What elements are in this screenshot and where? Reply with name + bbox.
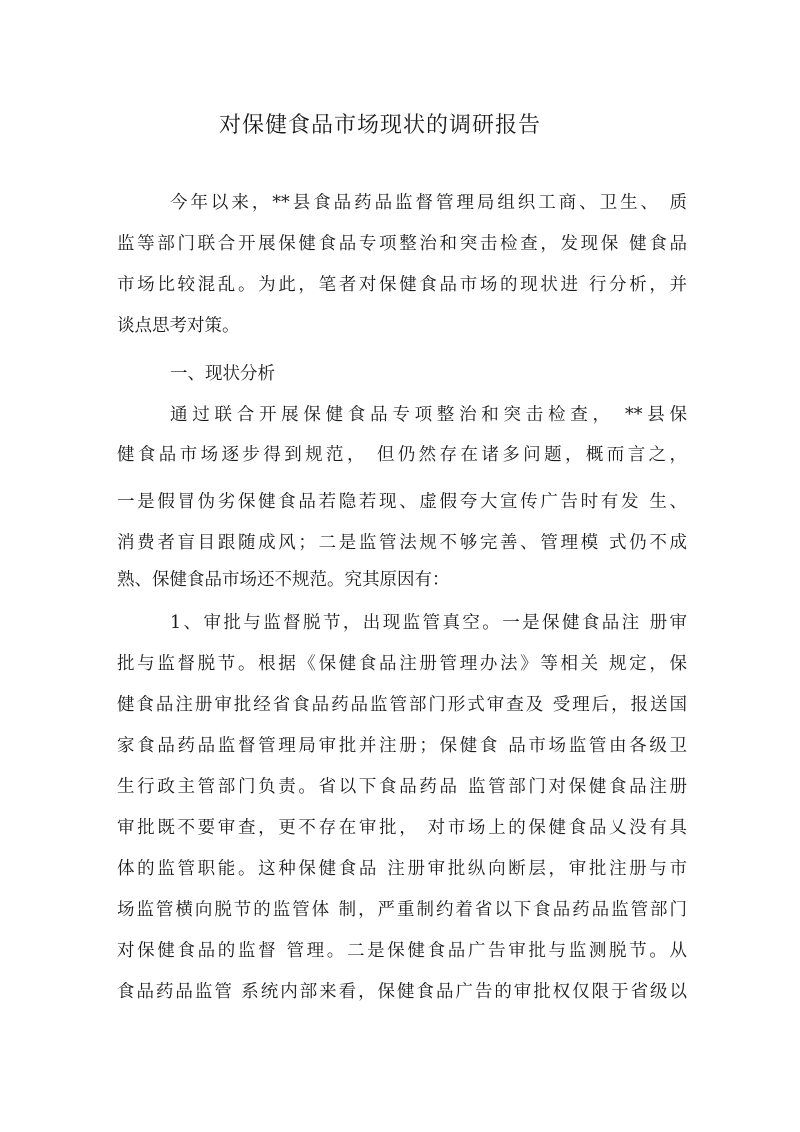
paragraph-line: 食品药品监管 系统内部来看，保健食品广告的审批权仅限于省级以 xyxy=(117,982,687,1002)
paragraph-line: 今年以来，**县食品药品监督管理局组织工商、卫生、 质 xyxy=(170,193,687,213)
paragraph-line: 通过联合开展保健食品专项整治和突击检查， **县保 xyxy=(170,405,687,425)
paragraph-line: 1、审批与监督脱节，出现监管真空。一是保健食品注 册审 xyxy=(170,613,687,633)
paragraph-line: 谈点思考对策。 xyxy=(117,316,240,336)
paragraph-line: 熟、保健食品市场还不规范。究其原因有： xyxy=(117,570,450,590)
section-heading: 一、现状分析 xyxy=(170,364,275,384)
paragraph-line: 监等部门联合开展保健食品专项整治和突击检查，发现保 健食品 xyxy=(117,234,687,254)
paragraph-line: 对保健食品的监督 管理。二是保健食品广告审批与监测脱节。从 xyxy=(117,941,687,961)
paragraph-line: 生行政主管部门负责。省以下食品药品 监管部门对保健食品注册 xyxy=(117,777,687,797)
paragraph-line: 市场比较混乱。为此，笔者对保健食品市场的现状进 行分析，并 xyxy=(117,275,687,295)
paragraph-line: 一是假冒伪劣保健食品若隐若现、虚假夸大宣传广告时有发 生、 xyxy=(117,492,687,512)
paragraph-line: 体的监管职能。这种保健食品 注册审批纵向断层，审批注册与市 xyxy=(117,859,687,879)
paragraph-line: 批与监督脱节。根据《保健食品注册管理办法》等相关 规定，保 xyxy=(117,654,687,674)
paragraph-line: 健食品市场逐步得到规范， 但仍然存在诸多问题，概而言之， xyxy=(117,445,687,465)
document-title: 对保健食品市场现状的调研报告 xyxy=(218,113,541,138)
paragraph-line: 家食品药品监督管理局审批并注册；保健食 品市场监管由各级卫 xyxy=(117,736,687,756)
paragraph-line: 健食品注册审批经省食品药品监管部门形式审查及 受理后，报送国 xyxy=(117,695,687,715)
paragraph-line: 场监管横向脱节的监管体 制，严重制约着省以下食品药品监管部门 xyxy=(117,900,687,920)
paragraph-line: 审批既不要审查，更不存在审批， 对市场上的保健食品乂没有具 xyxy=(117,818,687,838)
paragraph-line: 消费者盲目跟随成风；二是监管法规不够完善、管理模 式仍不成 xyxy=(117,533,687,553)
